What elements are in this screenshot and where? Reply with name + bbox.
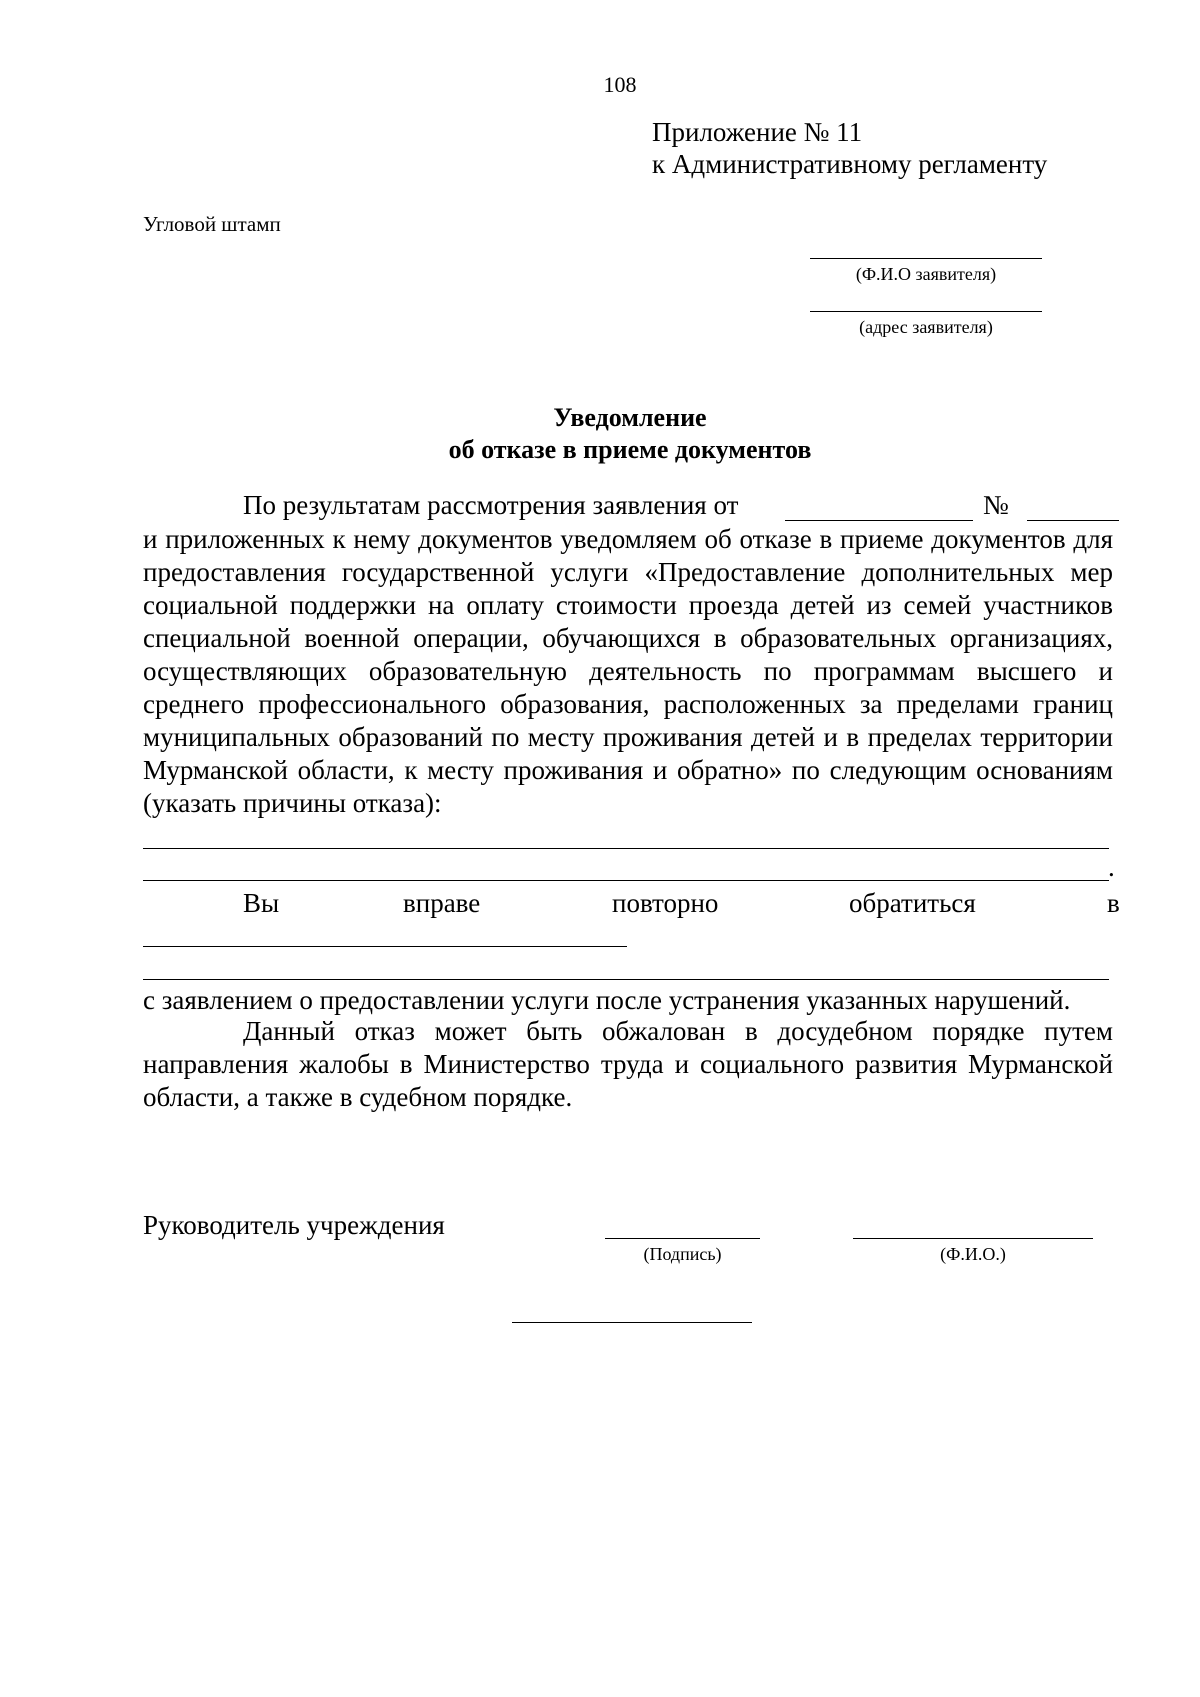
date-line[interactable]: [512, 1322, 752, 1323]
applicant-address-line[interactable]: [810, 311, 1042, 312]
word-vprave: вправе: [403, 888, 481, 918]
corner-stamp-label: Угловой штамп: [143, 212, 281, 236]
intro-text: По результатам рассмотрения заявления от: [243, 490, 739, 520]
application-date-line[interactable]: [785, 520, 973, 521]
head-name-caption: (Ф.И.О.): [940, 1244, 1006, 1264]
page-number: 108: [603, 72, 637, 97]
reason-period: .: [1108, 852, 1115, 882]
notice-title: Уведомление: [553, 403, 707, 432]
authority-line-2[interactable]: [143, 979, 1109, 980]
reapply-text: с заявлением о предоставлении услуги после устранения указанных нарушений.: [143, 985, 1071, 1015]
refusal-reason-line-2[interactable]: [143, 880, 1109, 881]
word-povtorno: повторно: [612, 888, 719, 918]
word-vy: Вы: [243, 888, 280, 918]
signature-line[interactable]: [605, 1238, 760, 1239]
appendix-number: Приложение № 11: [652, 117, 863, 147]
application-number-line[interactable]: [1027, 520, 1119, 521]
head-label: Руководитель учреждения: [143, 1210, 445, 1240]
word-obratitsya: обратиться: [849, 888, 976, 918]
signature-caption: (Подпись): [643, 1244, 722, 1264]
authority-line-1[interactable]: [143, 946, 627, 947]
notice-subtitle: об отказе в приеме документов: [448, 435, 812, 464]
number-sign: №: [983, 490, 1009, 520]
head-name-line[interactable]: [853, 1238, 1093, 1239]
appendix-reference: к Административному регламенту: [652, 149, 1048, 179]
word-v: в: [1107, 888, 1120, 918]
refusal-reason-line-1[interactable]: [143, 848, 1109, 849]
applicant-name-caption: (Ф.И.О заявителя): [855, 264, 997, 284]
applicant-address-caption: (адрес заявителя): [859, 317, 993, 337]
appeal-paragraph: Данный отказ может быть обжалован в досудебном порядке путем направления жалобы в Министерство труда и социального развития Мурманской области, а также в судебном порядке.: [143, 1016, 1113, 1112]
applicant-name-line[interactable]: [810, 258, 1042, 259]
main-paragraph: и приложенных к нему документов уведомляем об отказе в приеме документов для предоставления государственной услуги «Предоставление дополнительных мер социальной поддержки на оплату стоимости проезда детей из семей участников специальной военной операции, обучающихся в образовательных организациях, осуществляющих образовательную деятельность по программам высшего и среднего профессионального образования, расположенных за пределами границ муниципальных образований по месту проживания детей и в пределах территории Мурманской области, к месту проживания и обратно» по следующим основаниям (указать причины отказа):: [143, 524, 1113, 818]
